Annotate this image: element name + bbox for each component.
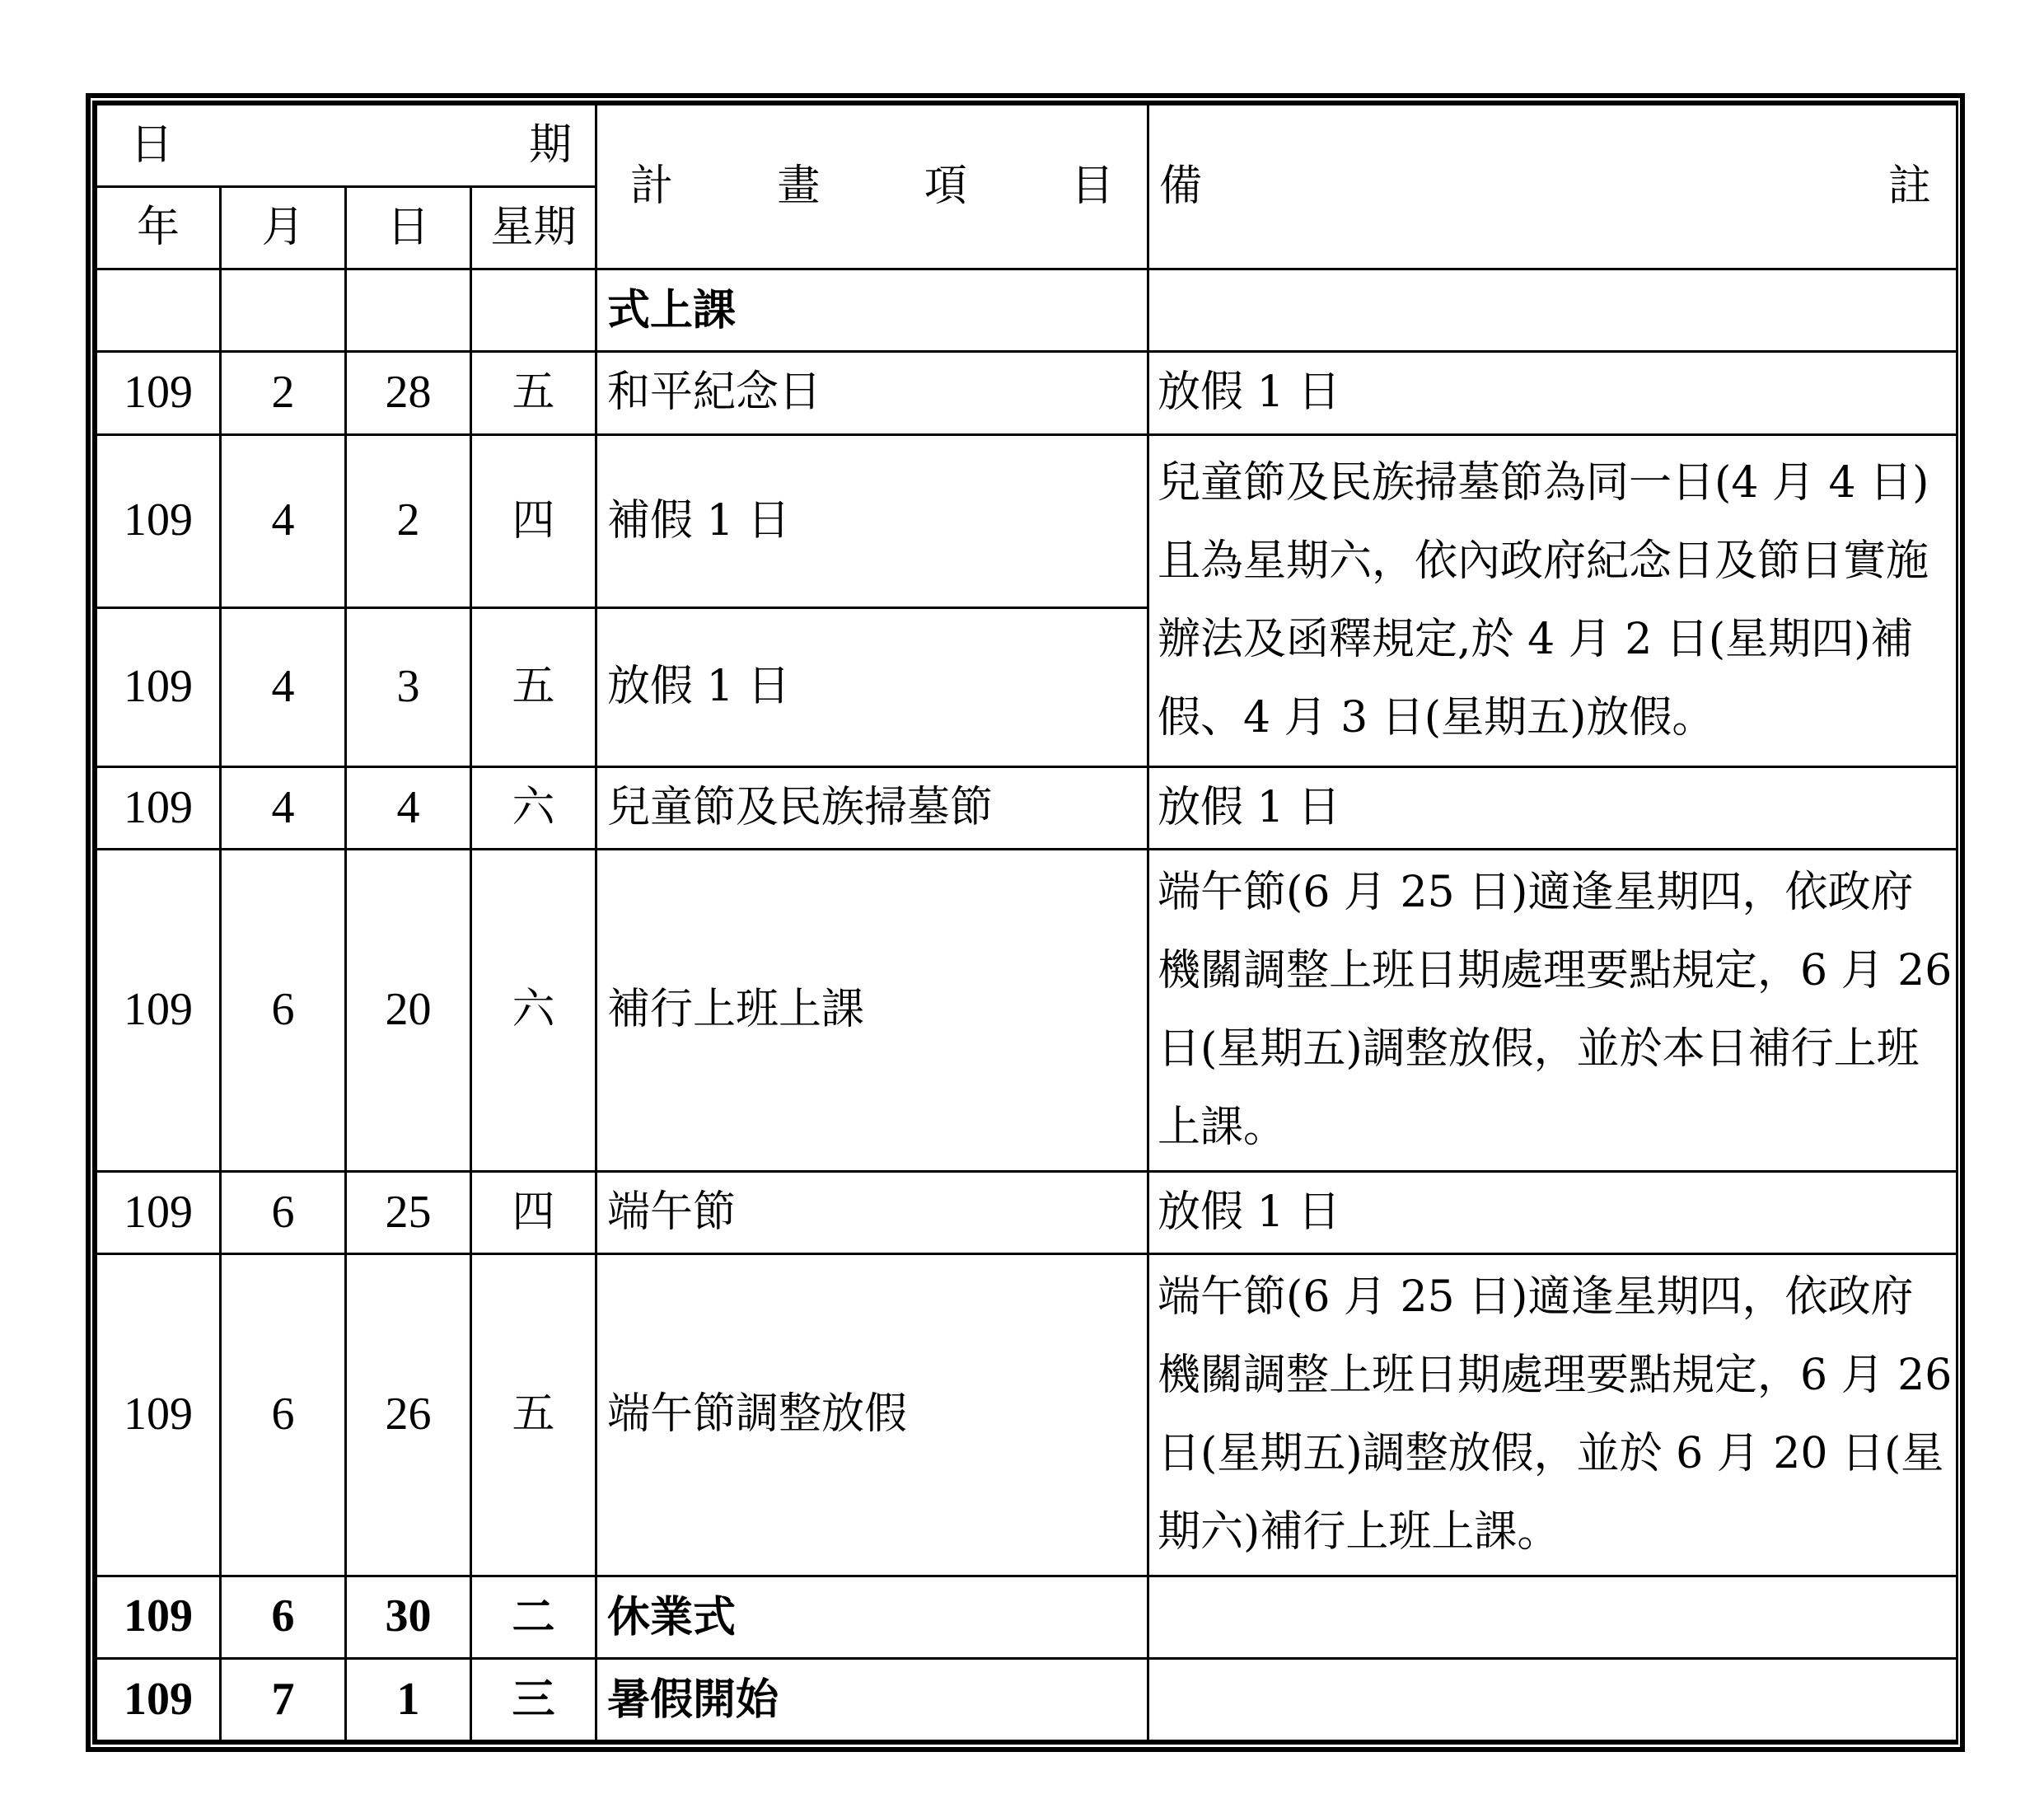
table-row <box>96 352 1957 434</box>
day-cell: 25 <box>346 1171 471 1253</box>
day-cell: 3 <box>346 607 471 766</box>
note-cell: 兒童節及民族掃墓節為同一日(4 月 4 日)且為星期六，依內政府紀念日及節日實施辦法及函釋規定,於 4 月 2 日(星期四)補假、4 月 3 日(星期五)放假。 <box>1148 434 1957 767</box>
day-cell: 28 <box>346 352 471 434</box>
weekday-cell: 五 <box>471 1254 596 1576</box>
table-row <box>96 1171 1957 1253</box>
plan-header-char: 計 <box>630 162 674 212</box>
weekday-cell: 六 <box>471 850 596 1172</box>
day-cell <box>346 269 471 352</box>
plan-cell: 端午節調整放假 <box>596 1254 1148 1576</box>
table-row <box>96 434 1957 607</box>
weekday-cell: 四 <box>471 1171 596 1253</box>
year-header: 年 <box>96 187 221 269</box>
table-row <box>96 269 1957 352</box>
plan-header-char: 目 <box>1071 162 1115 212</box>
plan-cell: 兒童節及民族掃墓節 <box>596 767 1148 850</box>
plan-cell: 端午節 <box>596 1171 1148 1253</box>
date-header-cell <box>96 105 596 187</box>
note-cell <box>1148 1576 1957 1658</box>
plan-cell: 和平紀念日 <box>596 352 1148 434</box>
plan-cell: 放假 1 日 <box>596 607 1148 766</box>
weekday-cell <box>471 269 596 352</box>
year-cell: 109 <box>96 1171 221 1253</box>
weekday-cell: 二 <box>471 1576 596 1658</box>
day-cell: 1 <box>346 1658 471 1740</box>
table-row <box>96 850 1957 1172</box>
table-row <box>96 1576 1957 1658</box>
plan-cell: 補行上班上課 <box>596 850 1148 1172</box>
year-cell <box>96 269 221 352</box>
plan-header-char: 畫 <box>777 162 821 212</box>
plan-cell: 補假 1 日 <box>596 434 1148 607</box>
note-cell <box>1148 269 1957 352</box>
weekday-header: 星期 <box>471 187 596 269</box>
month-header: 月 <box>221 187 346 269</box>
day-cell: 20 <box>346 850 471 1172</box>
weekday-cell: 五 <box>471 607 596 766</box>
note-cell: 放假 1 日 <box>1148 767 1957 850</box>
weekday-cell: 六 <box>471 767 596 850</box>
month-cell: 6 <box>221 1254 346 1576</box>
weekday-cell: 五 <box>471 352 596 434</box>
month-cell: 6 <box>221 850 346 1172</box>
plan-cell: 式上課 <box>596 269 1148 352</box>
month-cell: 4 <box>221 767 346 850</box>
date-header-right: 期 <box>529 119 573 170</box>
table-row <box>96 1658 1957 1740</box>
year-cell: 109 <box>96 607 221 766</box>
month-cell: 6 <box>221 1171 346 1253</box>
date-header-left: 日 <box>130 119 174 170</box>
note-cell <box>1148 1658 1957 1740</box>
note-cell: 端午節(6 月 25 日)適逢星期四，依政府機關調整上班日期處理要點規定，6 月 26 日(星期五)調整放假，並於本日補行上班上課。 <box>1148 850 1957 1172</box>
plan-cell: 暑假開始 <box>596 1658 1148 1740</box>
year-cell: 109 <box>96 850 221 1172</box>
month-cell: 4 <box>221 434 346 607</box>
note-cell: 端午節(6 月 25 日)適逢星期四，依政府機關調整上班日期處理要點規定，6 月 26 日(星期五)調整放假，並於 6 月 20 日(星期六)補行上班上課。 <box>1148 1254 1957 1576</box>
year-cell: 109 <box>96 1576 221 1658</box>
month-cell: 4 <box>221 607 346 766</box>
note-header-right: 註 <box>1888 162 1932 212</box>
day-header: 日 <box>346 187 471 269</box>
table-row <box>96 1254 1957 1576</box>
note-cell: 放假 1 日 <box>1148 352 1957 434</box>
year-cell: 109 <box>96 352 221 434</box>
day-cell: 26 <box>346 1254 471 1576</box>
month-cell <box>221 269 346 352</box>
table-row <box>96 767 1957 850</box>
school-calendar-table <box>95 103 1958 1742</box>
year-cell: 109 <box>96 767 221 850</box>
note-header-cell <box>1148 105 1957 269</box>
plan-cell: 休業式 <box>596 1576 1148 1658</box>
header-row-1 <box>96 105 1957 187</box>
month-cell: 2 <box>221 352 346 434</box>
plan-header-cell <box>596 105 1148 269</box>
day-cell: 30 <box>346 1576 471 1658</box>
note-cell: 放假 1 日 <box>1148 1171 1957 1253</box>
note-header-left: 備 <box>1159 162 1203 212</box>
month-cell: 7 <box>221 1658 346 1740</box>
year-cell: 109 <box>96 1658 221 1740</box>
month-cell: 6 <box>221 1576 346 1658</box>
day-cell: 2 <box>346 434 471 607</box>
plan-header-char: 項 <box>924 162 967 212</box>
weekday-cell: 三 <box>471 1658 596 1740</box>
day-cell: 4 <box>346 767 471 850</box>
year-cell: 109 <box>96 434 221 607</box>
year-cell: 109 <box>96 1254 221 1576</box>
weekday-cell: 四 <box>471 434 596 607</box>
